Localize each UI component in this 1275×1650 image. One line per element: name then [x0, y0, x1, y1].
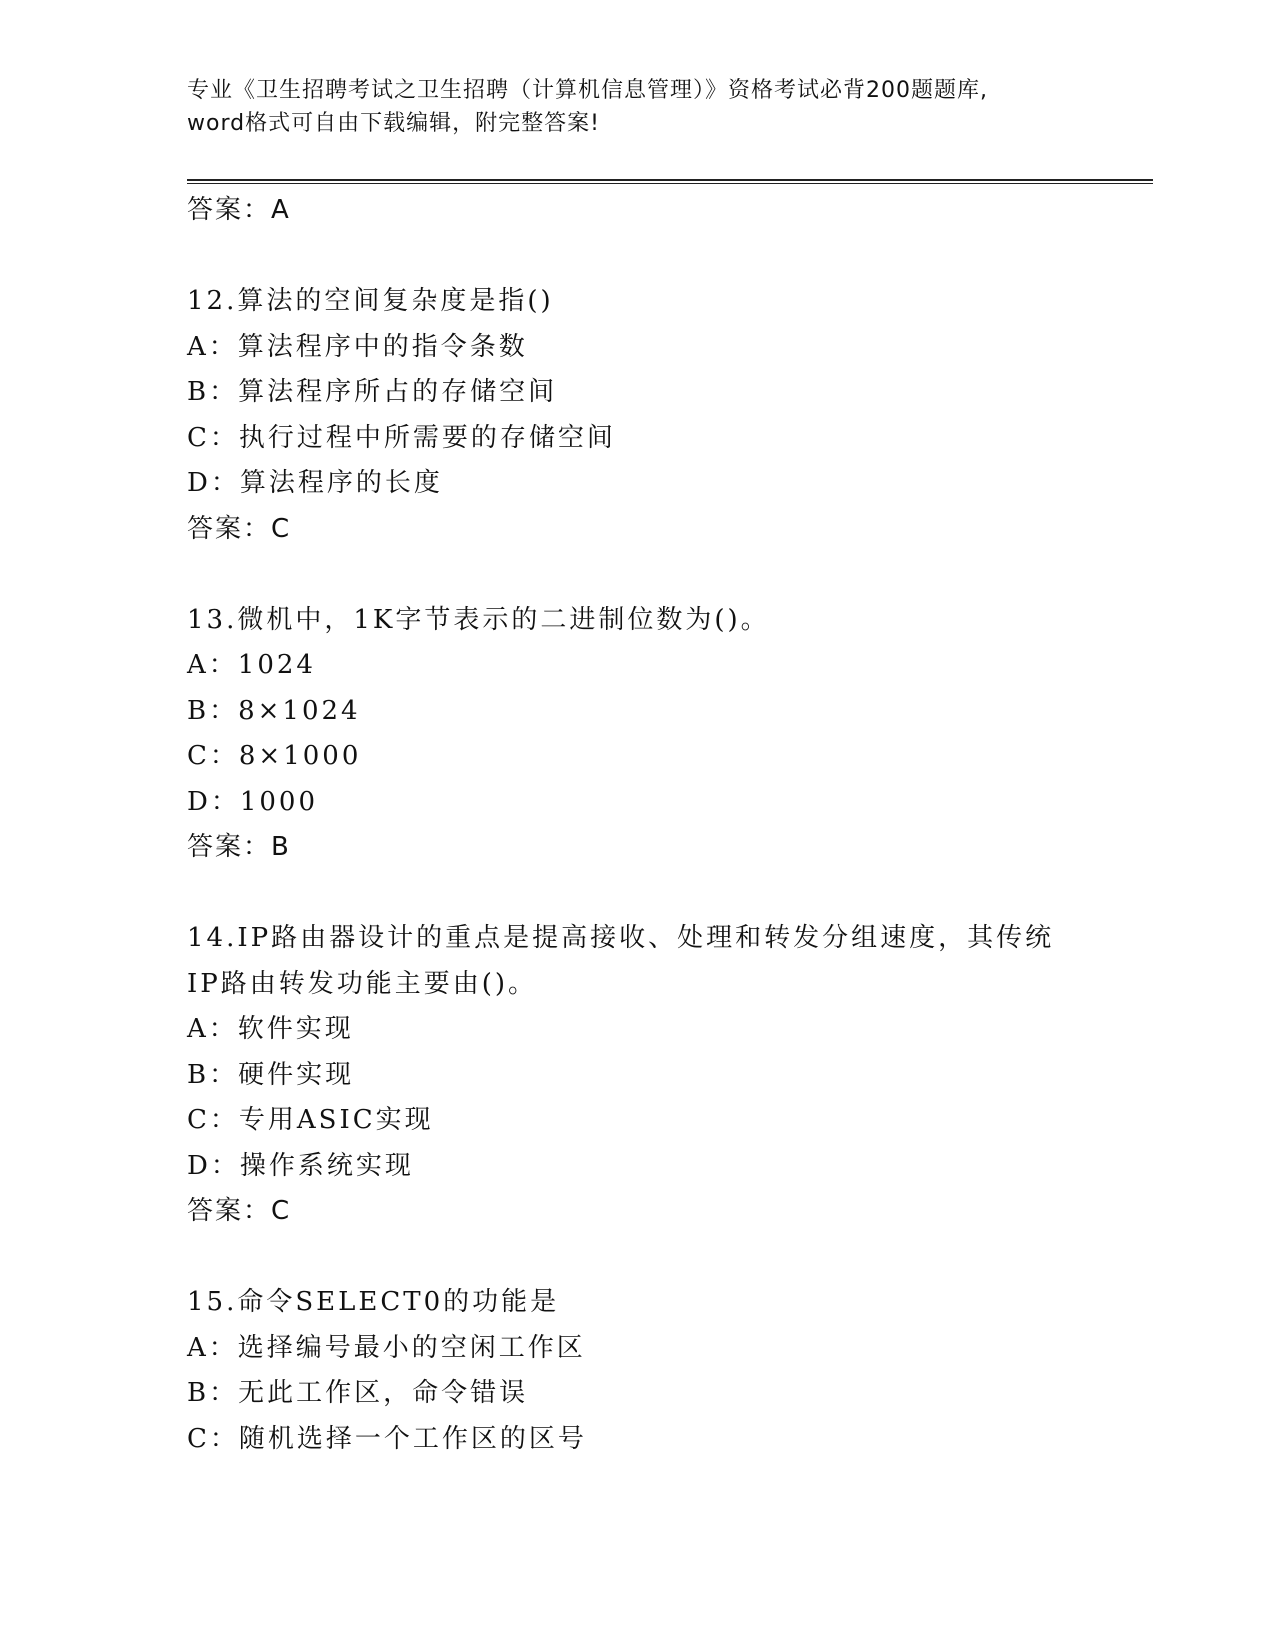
- question-stem: 13.微机中，1K字节表示的二进制位数为()。: [187, 604, 770, 635]
- answer-line: 答案：B: [187, 832, 291, 862]
- spacer: [187, 1235, 1087, 1281]
- answer-line: 答案：C: [187, 513, 292, 544]
- option-a: A：选择编号最小的空闲工作区: [187, 1332, 586, 1363]
- spacer: [187, 871, 1087, 917]
- option-c: C：专用ASIC实现: [187, 1105, 434, 1135]
- header-title-line-2: word格式可自由下载编辑，附完整答案!: [187, 111, 600, 136]
- question-stem: 14.IP路由器设计的重点是提高接收、处理和转发分组速度，其传统: [187, 923, 1055, 953]
- spacer: [187, 234, 1087, 280]
- option-a: A：算法程序中的指令条数: [187, 331, 528, 362]
- option-d: D：1000: [187, 786, 319, 817]
- question-stem-continued: IP路由转发功能主要由()。: [187, 968, 538, 999]
- spacer: [187, 552, 1087, 598]
- option-c: C：随机选择一个工作区的区号: [187, 1423, 587, 1454]
- answer-line: 答案：C: [187, 1196, 292, 1226]
- question-stem: 12.算法的空间复杂度是指(): [187, 286, 554, 316]
- question-list: [187, 188, 1087, 1462]
- question-stem: 15.命令SELECT0的功能是: [187, 1287, 560, 1317]
- option-d: D：操作系统实现: [187, 1150, 414, 1181]
- question-block: [187, 598, 1087, 871]
- option-b: B：硬件实现: [187, 1059, 355, 1090]
- option-a: A：软件实现: [187, 1014, 354, 1044]
- question-block: [187, 1280, 1087, 1462]
- document-header: [187, 74, 1087, 140]
- header-divider-thin: [187, 183, 1153, 184]
- option-d: D：算法程序的长度: [187, 468, 443, 498]
- answer-line: 答案：A: [187, 195, 291, 225]
- option-b: B：算法程序所占的存储空间: [187, 377, 558, 407]
- option-b: B：无此工作区，命令错误: [187, 1378, 529, 1408]
- question-block: [187, 279, 1087, 552]
- option-b: B：8×1024: [187, 695, 361, 726]
- option-c: C：执行过程中所需要的存储空间: [187, 422, 616, 453]
- question-block: [187, 916, 1087, 1235]
- header-divider-thick: [187, 179, 1153, 181]
- option-c: C：8×1000: [187, 741, 362, 771]
- option-a: A：1024: [187, 650, 316, 680]
- header-title-line-1: 专业《卫生招聘考试之卫生招聘（计算机信息管理）》资格考试必背200题题库,: [187, 78, 988, 103]
